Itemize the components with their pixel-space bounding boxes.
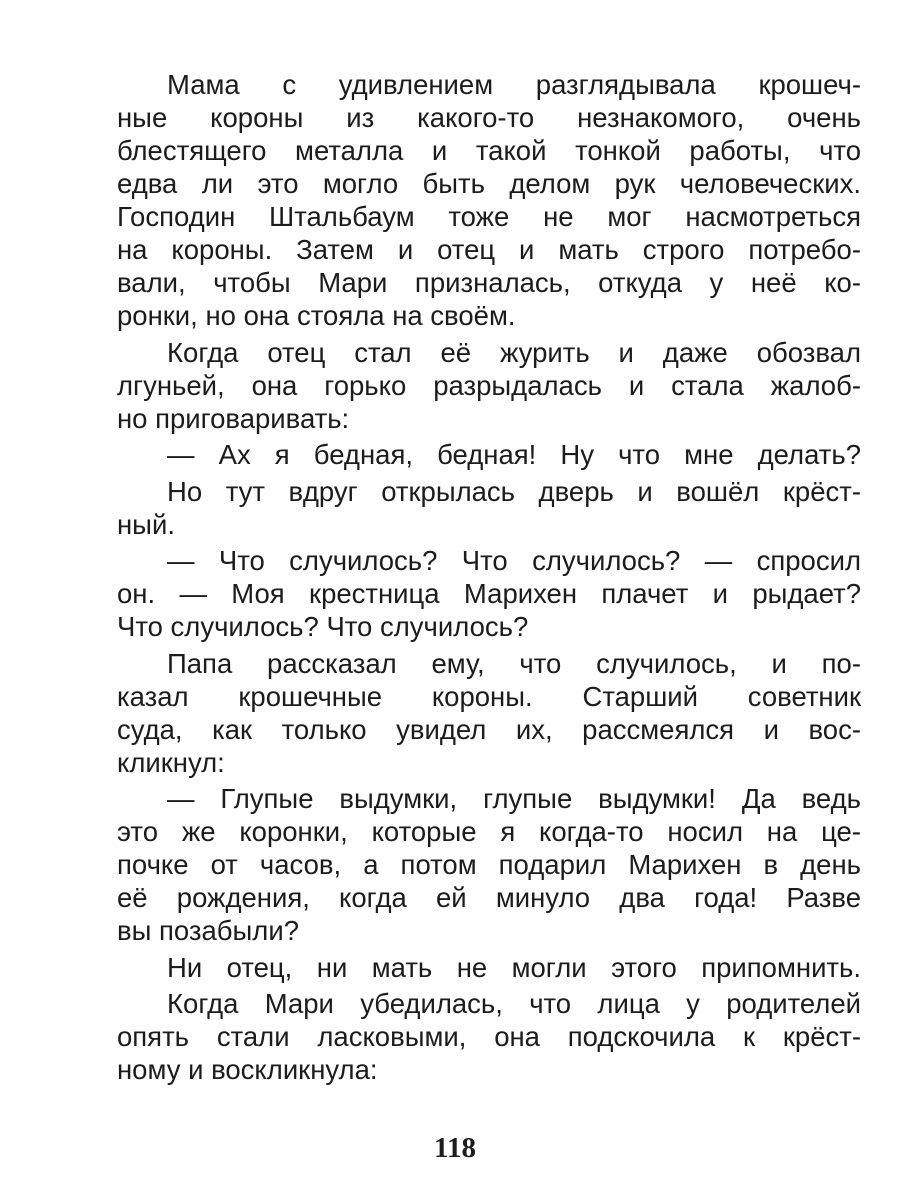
text-line: её рождения, когда ей минуло два года! Разве: [117, 882, 861, 913]
text-line: лгуньей, она горько разрыдалась и стала жалоб-: [117, 369, 861, 401]
paragraph: [117, 647, 861, 779]
text-line: Ни отец, ни мать не могли этого припомнить.: [167, 951, 861, 983]
text-line: — Что случилось? Что случилось? — спросил: [167, 545, 861, 576]
paragraph: [117, 438, 861, 471]
text-line: казал крошечные короны. Старший советник: [117, 680, 861, 712]
text-line: это же коронки, которые я когда-то носил на це-: [117, 816, 861, 847]
paragraph: [117, 782, 861, 947]
text-line: кликнул:: [117, 746, 225, 778]
paragraph: [117, 951, 861, 984]
paragraph: [117, 987, 861, 1086]
text-line: ронки, но она стояла на своём.: [117, 300, 516, 331]
text-line: но приговаривать:: [117, 402, 350, 434]
text-line: — Глупые выдумки, глупые выдумки! Да ведь: [167, 783, 861, 814]
text-line: едва ли это могло быть делом рук человеческих.: [117, 168, 861, 199]
text-line: ные короны из какого-то незнакомого, очень: [117, 102, 861, 133]
text-line: Мама с удивлением разглядывала крошеч-: [167, 69, 861, 100]
text-line: ный.: [117, 508, 175, 540]
text-line: блестящего металла и такой тонкой работы, что: [117, 135, 861, 166]
text-line: на короны. Затем и отец и мать строго потребо-: [117, 234, 861, 265]
text-line: почке от часов, а потом подарил Марихен в день: [117, 849, 861, 880]
text-line: Когда Мари убедилась, что лица у родителей: [167, 988, 861, 1019]
paragraph: [117, 336, 861, 435]
text-line: он. — Моя крестница Марихен плачет и рыдает?: [117, 578, 861, 609]
page-body-text: [117, 68, 861, 1090]
text-line: опять стали ласковыми, она подскочила к крёст-: [117, 1021, 861, 1052]
text-line: ному и воскликнула:: [117, 1054, 378, 1085]
text-line: Папа рассказал ему, что случилось, и по-: [167, 647, 861, 679]
text-line: — Ах я бедная, бедная! Ну что мне делать?: [167, 439, 861, 470]
text-line: Что случилось? Что случилось?: [117, 611, 529, 642]
text-line: вали, чтобы Мари призналась, откуда у неё ко-: [117, 267, 861, 298]
text-line: Когда отец стал её журить и даже обозвал: [167, 336, 861, 368]
text-line: Но тут вдруг открылась дверь и вошёл крёст-: [167, 475, 861, 507]
page-number: 118: [434, 1132, 476, 1164]
paragraph: [117, 68, 861, 332]
paragraph: [117, 544, 861, 643]
paragraph: [117, 475, 861, 541]
text-line: вы позабыли?: [117, 915, 300, 946]
text-line: суда, как только увидел их, рассмеялся и вос-: [117, 713, 861, 745]
text-line: Господин Штальбаум тоже не мог насмотреться: [117, 201, 861, 232]
